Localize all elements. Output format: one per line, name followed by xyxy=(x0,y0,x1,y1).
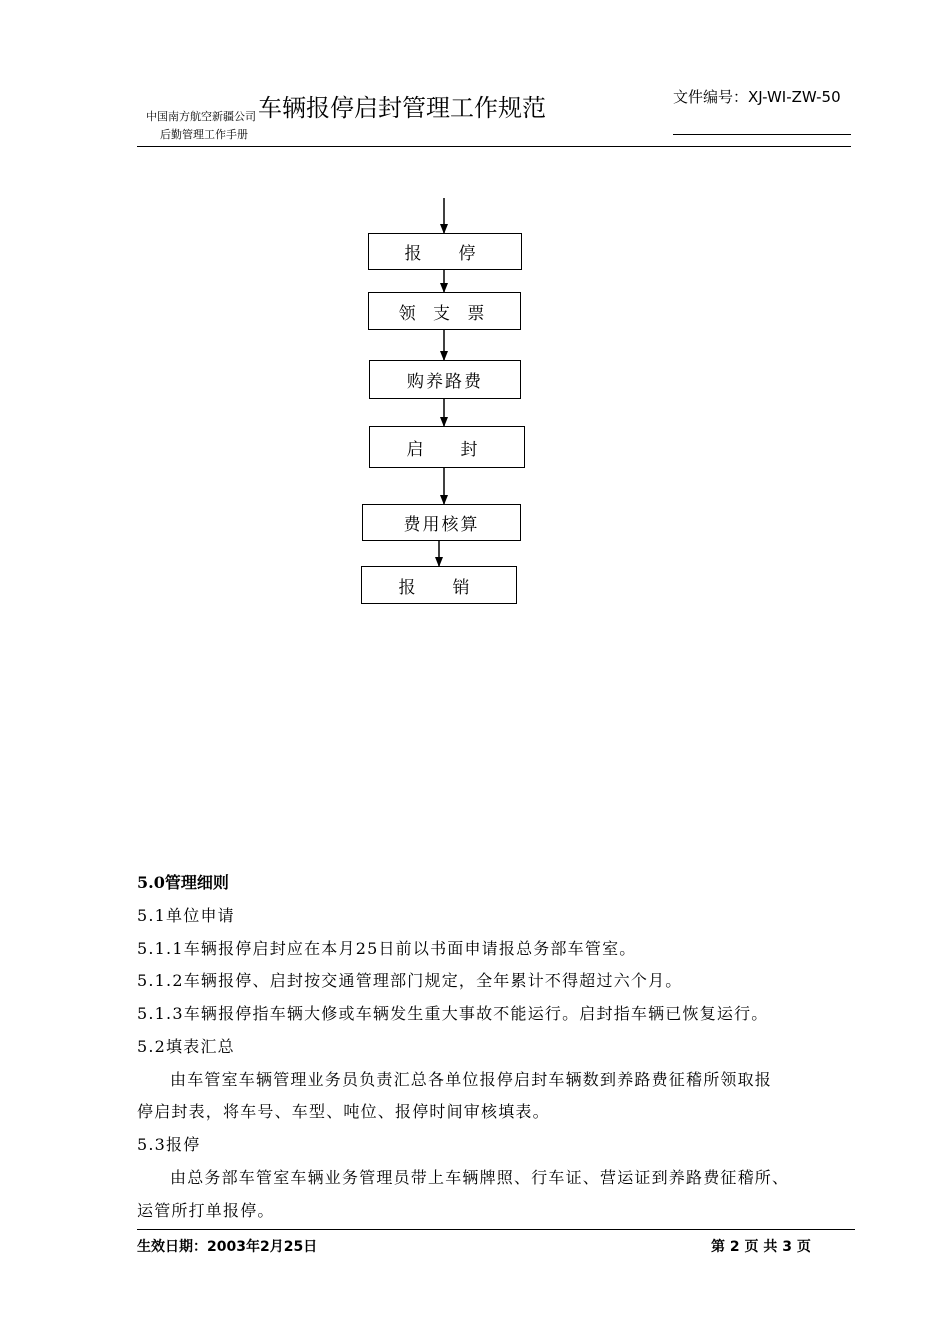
paragraph-line: 5.1.3车辆报停指车辆大修或车辆发生重大事故不能运行。启封指车辆已恢复运行。 xyxy=(137,1004,769,1023)
paragraph-line: 由车管室车辆管理业务员负责汇总各单位报停启封车辆数到养路费征稽所领取报 xyxy=(170,1070,773,1089)
paragraph-line: 5.1.1车辆报停启封应在本月25日前以书面申请报总务部车管室。 xyxy=(137,939,637,958)
paragraph-line: 5.3报停 xyxy=(137,1135,201,1154)
flow-step-reimburse: 报 销 xyxy=(361,566,517,604)
flow-step-unseal: 启 封 xyxy=(369,426,525,468)
document-number: 文件编号：XJ-WI-ZW-50 xyxy=(673,88,841,106)
paragraph-line: 停启封表，将车号、车型、吨位、报停时间审核填表。 xyxy=(137,1102,550,1121)
flow-step-get-check: 领 支 票 xyxy=(368,292,521,330)
paragraph-line: 由总务部车管室车辆业务管理员带上车辆牌照、行车证、营运证到养路费征稽所、 xyxy=(170,1168,790,1187)
flow-step-report-stop: 报 停 xyxy=(368,233,522,270)
company-name: 中国南方航空新疆公司 xyxy=(146,110,256,123)
manual-name: 后勤管理工作手册 xyxy=(160,128,248,141)
footer-divider xyxy=(137,1229,855,1230)
paragraph-line: 运管所打单报停。 xyxy=(137,1201,275,1220)
paragraph-line: 5.1单位申请 xyxy=(137,906,235,925)
paragraph-line: 5.2填表汇总 xyxy=(137,1037,235,1056)
flow-step-cost-accounting: 费用核算 xyxy=(362,504,521,541)
page-number: 第 2 页 共 3 页 xyxy=(711,1239,811,1255)
section-title: 5.0管理细则 xyxy=(137,873,229,892)
paragraph-line: 5.1.2车辆报停、启封按交通管理部门规定，全年累计不得超过六个月。 xyxy=(137,971,683,990)
flow-step-buy-road-fee: 购养路费 xyxy=(369,360,521,399)
page-title: 车辆报停启封管理工作规范 xyxy=(258,94,546,122)
effective-date: 生效日期：2003年2月25日 xyxy=(137,1239,318,1255)
